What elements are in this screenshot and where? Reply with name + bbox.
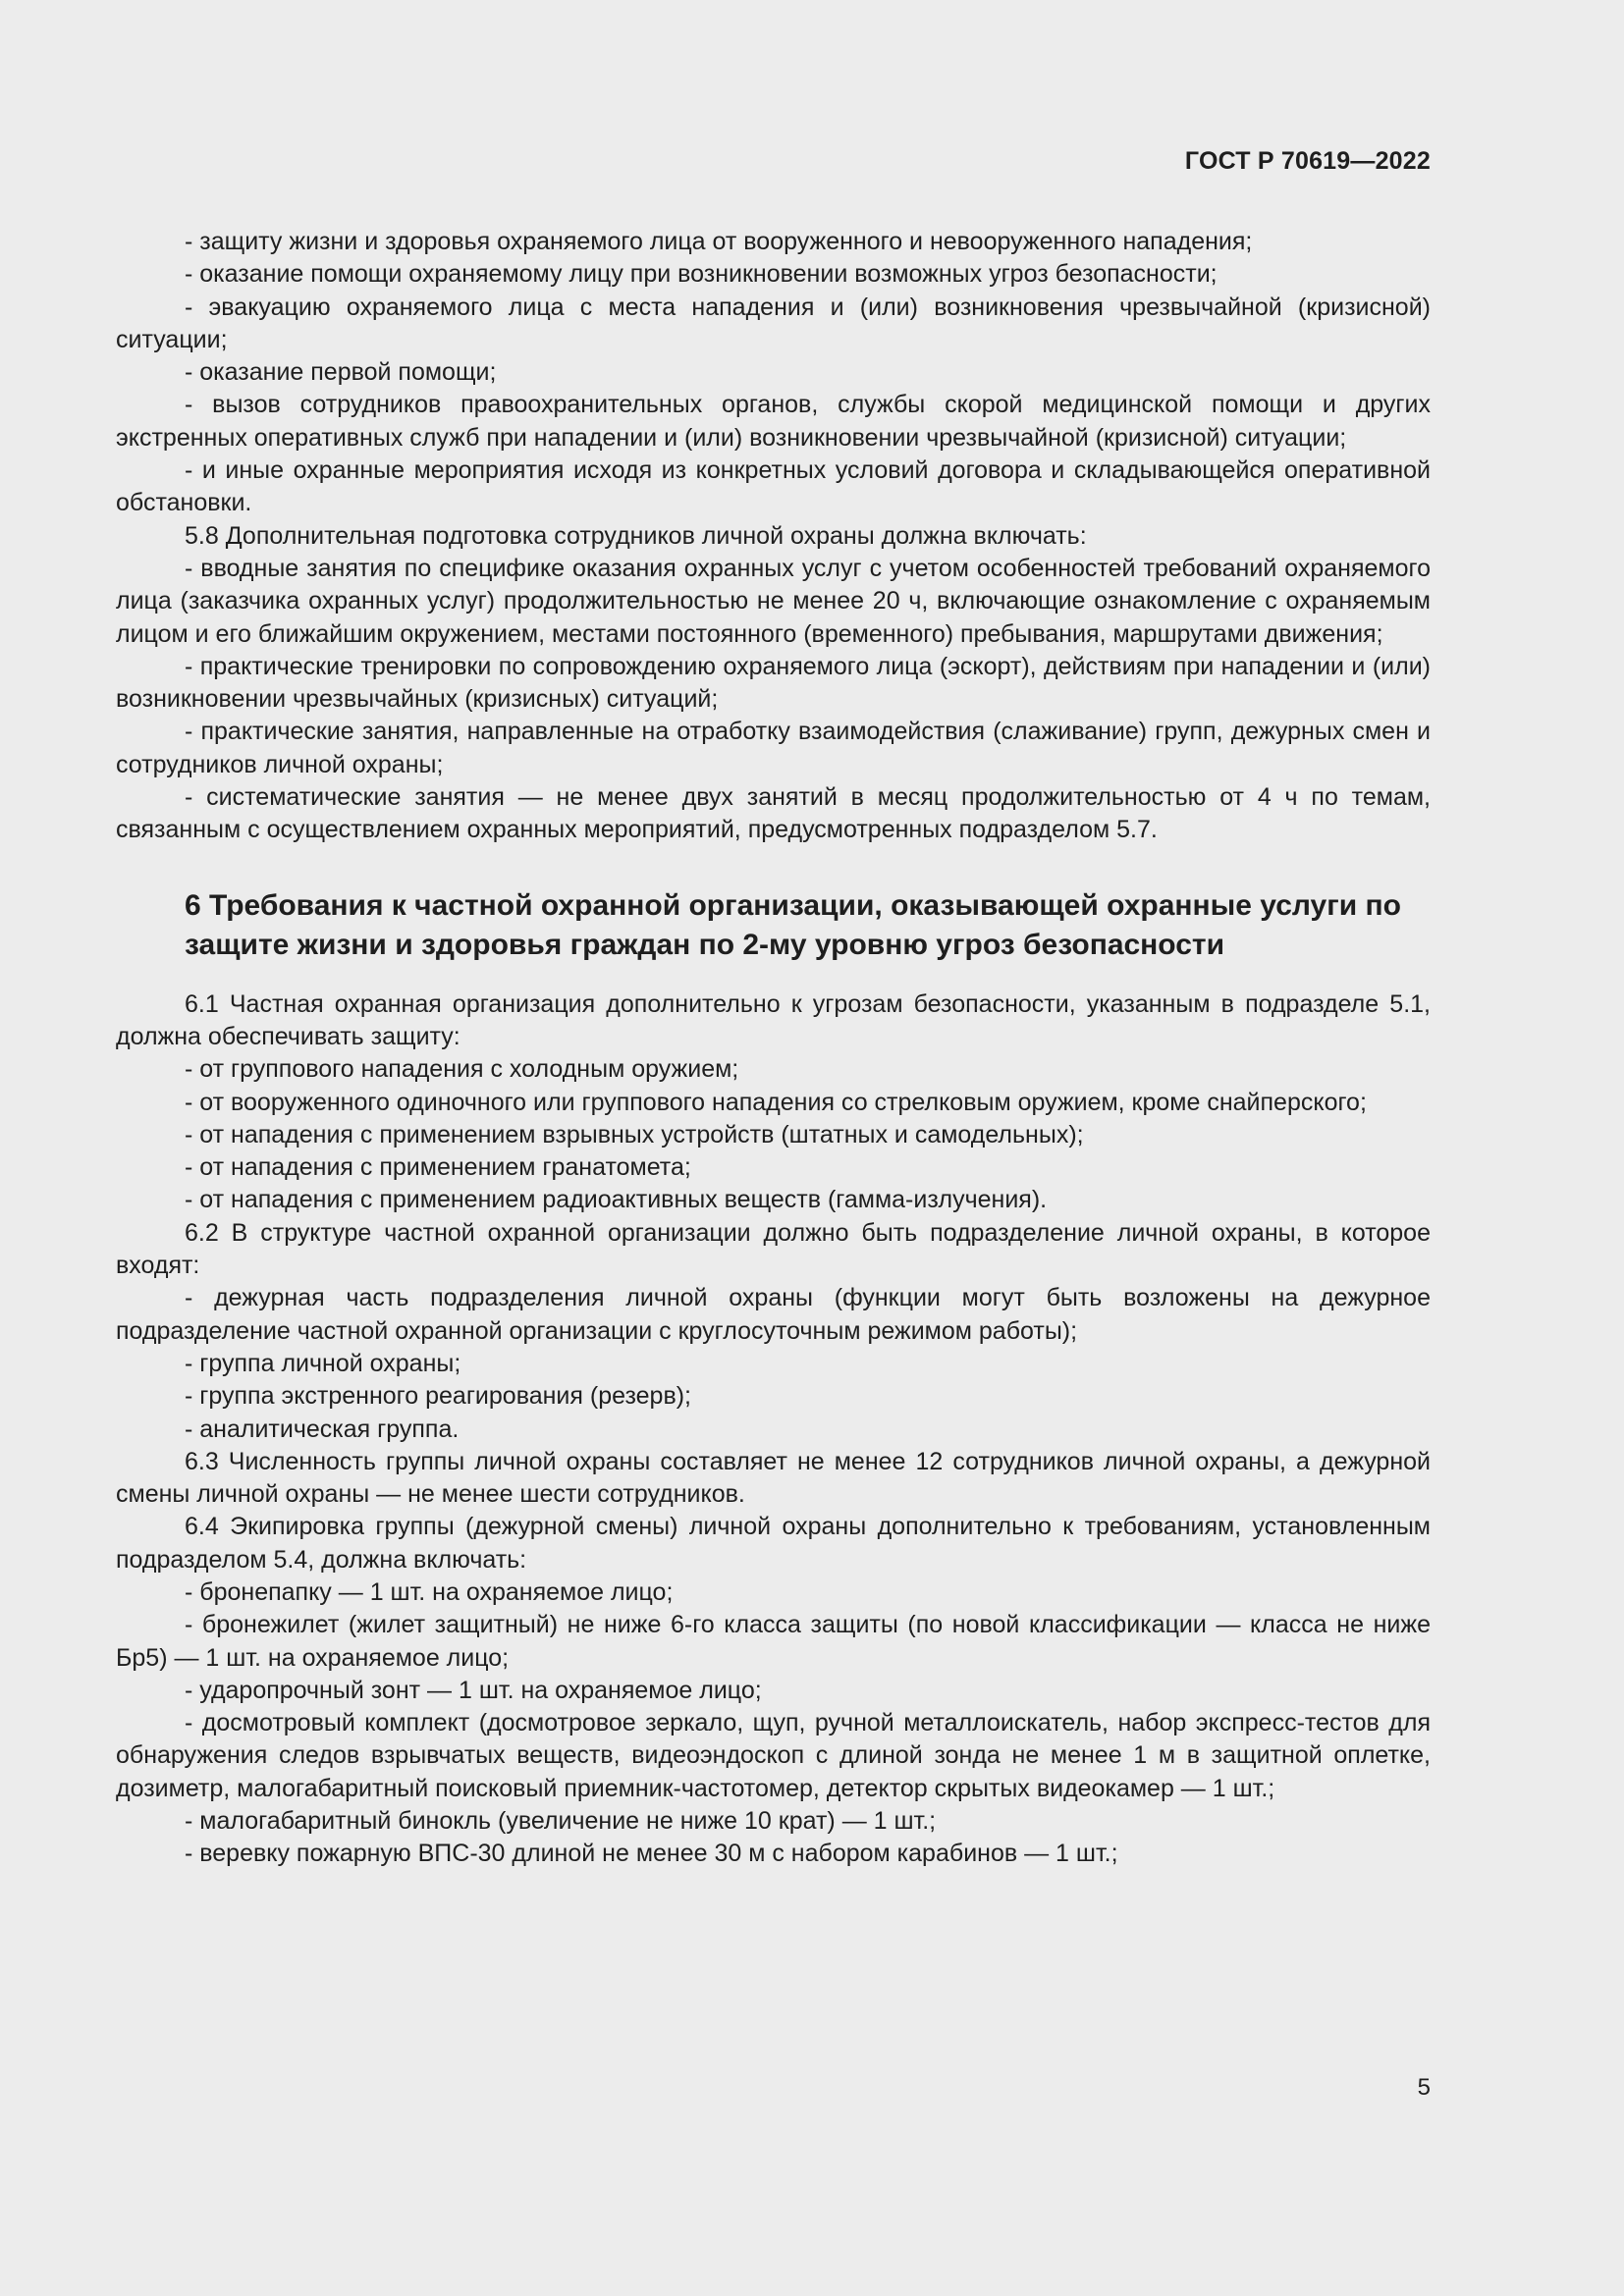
- paragraph-6-1: 6.1 Частная охранная организация дополнительно к угрозам безопасности, указанным в подразделе 5.1, должна обеспечивать защиту:: [116, 989, 1431, 1050]
- list-item: - от нападения с применением гранатомета;: [185, 1153, 691, 1182]
- list-item: - вызов сотрудников правоохранительных органов, службы скорой медицинской помощи и других экстренных оперативных служб при нападении и (или) возникновении чрезвычайной (кризисной) ситуации;: [116, 391, 1431, 452]
- page-number: 5: [1417, 2074, 1431, 2101]
- paragraph-6-4: 6.4 Экипировка группы (дежурной смены) личной охраны дополнительно к требованиям, установленным подразделом 5.4, должна включать:: [116, 1513, 1431, 1574]
- list-item: - бронежилет (жилет защитный) не ниже 6-го класса защиты (по новой классификации — класса не ниже Бр5) — 1 шт. на охраняемое лицо;: [116, 1611, 1431, 1672]
- list-item: - от группового нападения с холодным оружием;: [185, 1055, 739, 1084]
- list-item: - группа экстренного реагирования (резерв);: [185, 1382, 691, 1411]
- list-item: - оказание первой помощи;: [185, 358, 497, 387]
- paragraph-5-8: 5.8 Дополнительная подготовка сотрудников личной охраны должна включать:: [185, 521, 1087, 550]
- paragraph-6-3: 6.3 Численность группы личной охраны составляет не менее 12 сотрудников личной охраны, а дежурной смены личной охраны — не менее шести сотрудников.: [116, 1447, 1431, 1509]
- list-item: - практические тренировки по сопровождению охраняемого лица (эскорт), действиям при нападении и (или) возникновении чрезвычайных (кризисных) ситуаций;: [116, 652, 1431, 714]
- list-item: - эвакуацию охраняемого лица с места нападения и (или) возникновения чрезвычайной (кризисной) ситуации;: [116, 293, 1431, 353]
- document-standard-id: ГОСТ Р 70619—2022: [1184, 147, 1431, 175]
- list-item: - ударопрочный зонт — 1 шт. на охраняемое лицо;: [185, 1676, 762, 1704]
- list-item: - вводные занятия по специфике оказания охранных услуг с учетом особенностей требований охраняемого лица (заказчика охранных услуг) продолжительностью не менее 20 ч, включающие ознакомление с охраняемым лицом и его ближайшим окружением, местами постоянного (временного) пребывания, маршрутами движения;: [116, 554, 1431, 648]
- list-item: - дежурная часть подразделения личной охраны (функции могут быть возложены на дежурное подразделение частной охранной организации с круглосуточным режимом работы);: [116, 1284, 1431, 1345]
- list-item: - практические занятия, направленные на отработку взаимодействия (слаживание) групп, дежурных смен и сотрудников личной охраны;: [116, 718, 1431, 778]
- list-item: - группа личной охраны;: [185, 1349, 461, 1377]
- list-item: - веревку пожарную ВПС-30 длиной не менее 30 м с набором карабинов — 1 шт.;: [185, 1840, 1118, 1868]
- document-body: [116, 226, 1431, 1871]
- list-item: - бронепапку — 1 шт. на охраняемое лицо;: [185, 1577, 674, 1606]
- list-item: - досмотровый комплект (досмотровое зеркало, щуп, ручной металлоискатель, набор экспресс-тестов для обнаружения следов взрывчатых веществ, видеоэндоскоп с длиной зонда не менее 1 м в защитной оплетке, дозиметр, малогабаритный поисковый приемник-частотомер, детектор скрытых видеокамер — 1 шт.;: [116, 1709, 1431, 1802]
- list-item: - и иные охранные мероприятия исходя из конкретных условий договора и складывающейся оперативной обстановки.: [116, 456, 1431, 517]
- paragraph-6-2: 6.2 В структуре частной охранной организации должно быть подразделение личной охраны, в которое входят:: [116, 1218, 1431, 1280]
- list-item: - оказание помощи охраняемому лицу при возникновении возможных угроз безопасности;: [185, 260, 1218, 289]
- list-item: - от нападения с применением радиоактивных веществ (гамма-излучения).: [185, 1186, 1048, 1214]
- list-item: - от нападения с применением взрывных устройств (штатных и самодельных);: [185, 1120, 1084, 1148]
- list-item: - от вооруженного одиночного или группового нападения со стрелковым оружием, кроме снайперского;: [185, 1088, 1367, 1116]
- list-item: - малогабаритный бинокль (увеличение не ниже 10 крат) — 1 шт.;: [185, 1807, 937, 1836]
- section-6-heading: 6 Требования к частной охранной организации, оказывающей охранные услуги по защите жизни и здоровья граждан по 2-му уровню угроз безопасности: [185, 888, 1401, 961]
- list-item: - защиту жизни и здоровья охраняемого лица от вооруженного и невооруженного нападения;: [185, 228, 1253, 255]
- list-item: - систематические занятия — не менее двух занятий в месяц продолжительностью от 4 ч по темам, связанным с осуществлением охранных мероприятий, предусмотренных подразделом 5.7.: [116, 783, 1431, 844]
- list-item: - аналитическая группа.: [185, 1415, 460, 1443]
